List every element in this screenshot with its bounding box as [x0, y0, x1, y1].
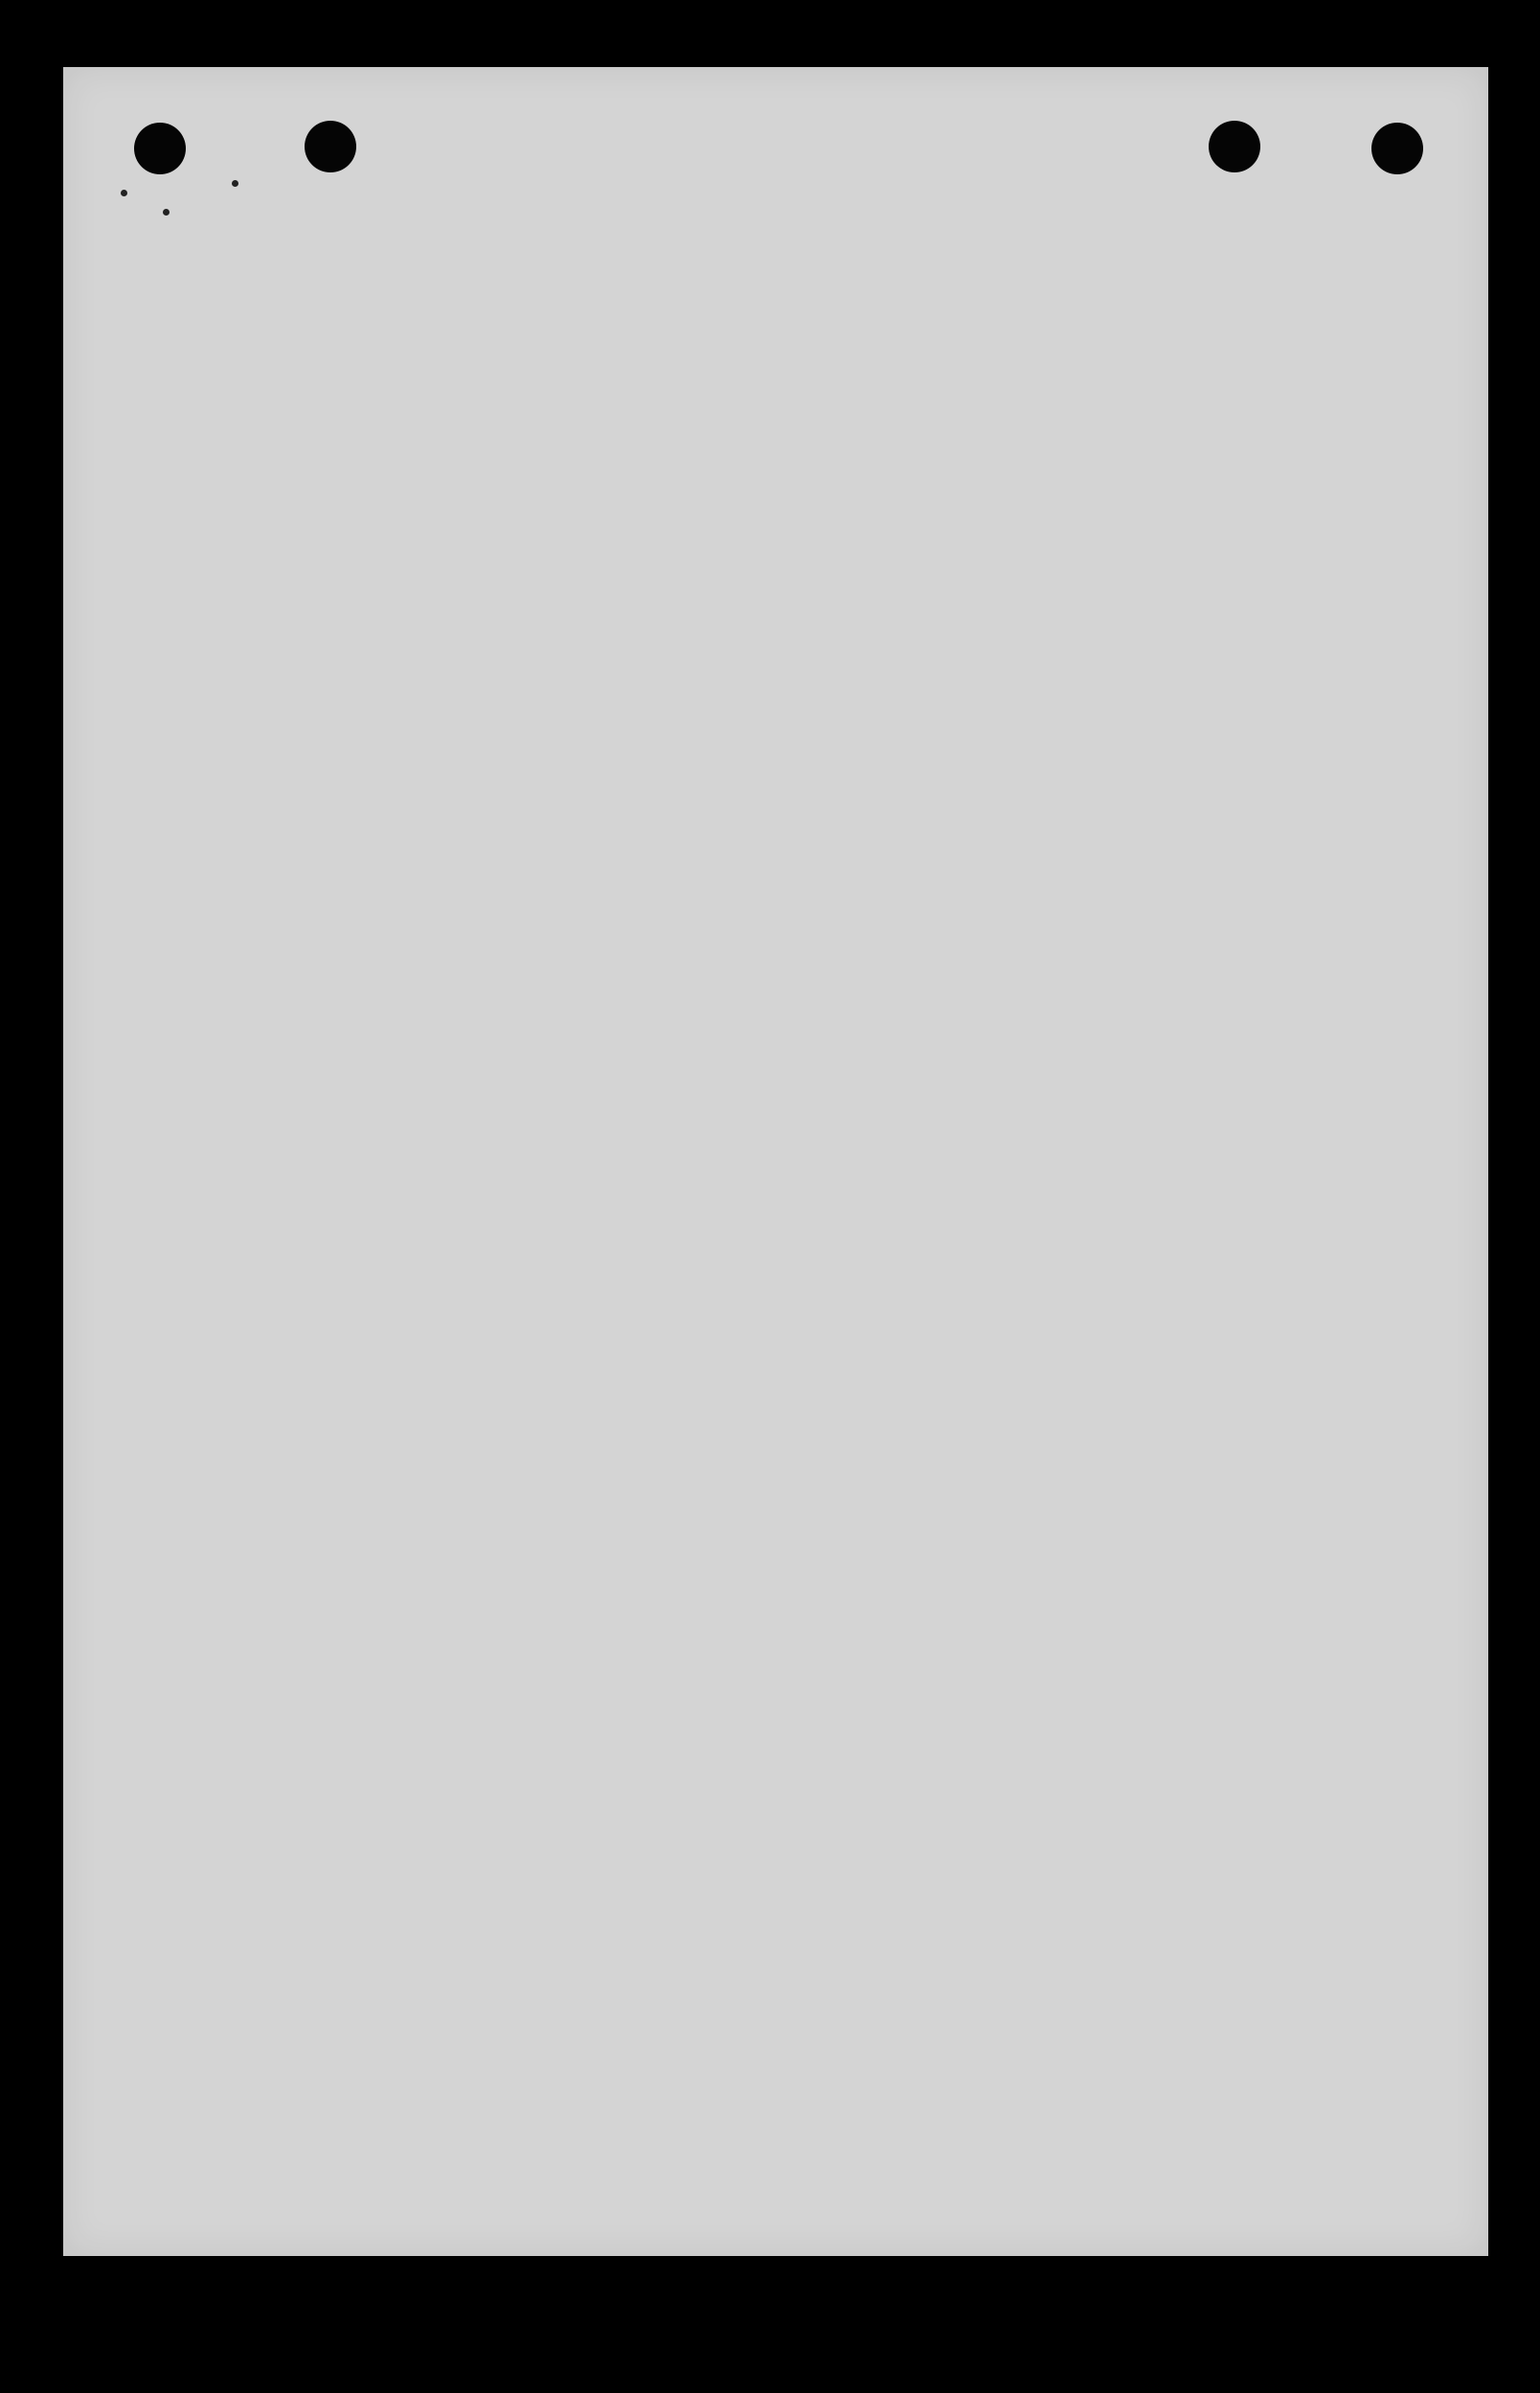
punch-hole-right: [1371, 123, 1423, 174]
punch-hole-left: [134, 123, 186, 174]
punch-hole-center: [305, 121, 356, 172]
punch-hole-right-center: [1209, 121, 1260, 172]
ink-speck: [121, 190, 127, 196]
ink-speck: [232, 180, 238, 187]
ink-speck: [163, 209, 170, 216]
crew-list-page: [63, 67, 1488, 2256]
